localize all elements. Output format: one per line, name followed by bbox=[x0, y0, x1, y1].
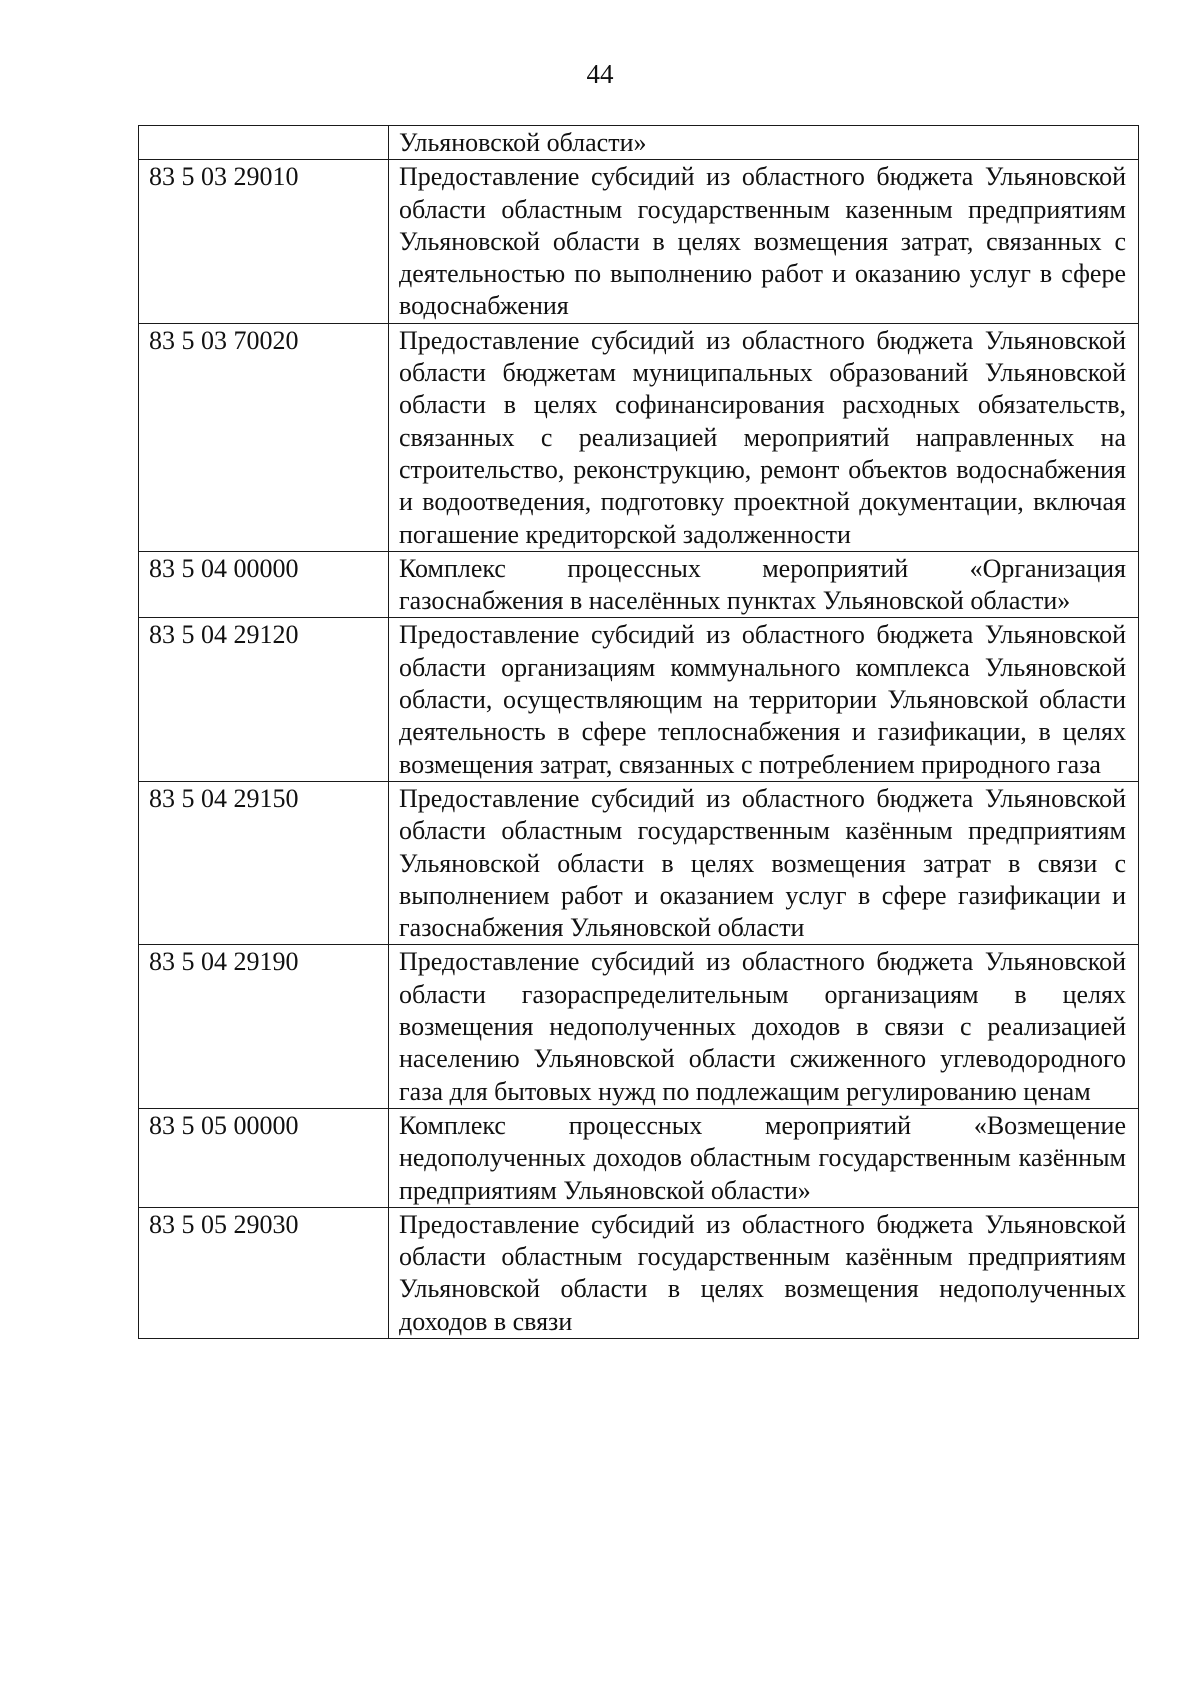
row-code: 83 5 05 00000 bbox=[139, 1108, 389, 1207]
table-row bbox=[139, 126, 1139, 160]
row-code: 83 5 03 29010 bbox=[139, 160, 389, 323]
row-description: Предоставление субсидий из областного бюджета Ульяновской области областным государственным казённым предприятиям Ульяновской области в целях возмещения недополученных доходов в связи bbox=[389, 1207, 1139, 1338]
row-code: 83 5 04 29190 bbox=[139, 945, 389, 1108]
row-code: 83 5 05 29030 bbox=[139, 1207, 389, 1338]
page-number: 44 bbox=[586, 59, 614, 89]
row-description: Предоставление субсидий из областного бюджета Ульяновской области организациям коммунального комплекса Ульяновской области, осуществляющим на территории Ульяновской области деятельность в сфере теплоснабжения и газификации, в целях возмещения затрат, связанных с потреблением природного газа bbox=[389, 618, 1139, 781]
row-description: Ульяновской области» bbox=[389, 126, 1139, 160]
table-row bbox=[139, 160, 1139, 323]
table-row bbox=[139, 1108, 1139, 1207]
row-description: Предоставление субсидий из областного бюджета Ульяновской области бюджетам муниципальных образований Ульяновской области в целях софинансирования расходных обязательств, связанных с реализацией мероприятий направленных на строительство, реконструкцию, ремонт объектов водоснабжения и водоотведения, подготовку проектной документации, включая погашение кредиторской задолженности bbox=[389, 323, 1139, 551]
table-row bbox=[139, 945, 1139, 1108]
row-description: Комплекс процессных мероприятий «Возмещение недополученных доходов областным государственным казённым предприятиям Ульяновской области» bbox=[389, 1108, 1139, 1207]
row-code: 83 5 03 70020 bbox=[139, 323, 389, 551]
row-description: Предоставление субсидий из областного бюджета Ульяновской области газораспределительным организациям в целях возмещения недополученных доходов в связи с реализацией населению Ульяновской области сжиженного углеводородного газа для бытовых нужд по подлежащим регулированию ценам bbox=[389, 945, 1139, 1108]
table-row bbox=[139, 323, 1139, 551]
row-description: Комплекс процессных мероприятий «Организация газоснабжения в населённых пунктах Ульяновской области» bbox=[389, 551, 1139, 618]
row-code: 83 5 04 00000 bbox=[139, 551, 389, 618]
budget-classification-table bbox=[138, 125, 1139, 1339]
row-code bbox=[139, 126, 389, 160]
row-description: Предоставление субсидий из областного бюджета Ульяновской области областным государственным казённым предприятиям Ульяновской области в целях возмещения затрат в связи с выполнением работ и оказанием услуг в сфере газификации и газоснабжения Ульяновской области bbox=[389, 781, 1139, 944]
row-code: 83 5 04 29150 bbox=[139, 781, 389, 944]
table-row bbox=[139, 1207, 1139, 1338]
row-description: Предоставление субсидий из областного бюджета Ульяновской области областным государственным казенным предприятиям Ульяновской области в целях возмещения затрат, связанных с деятельностью по выполнению работ и оказанию услуг в сфере водоснабжения bbox=[389, 160, 1139, 323]
table-row bbox=[139, 551, 1139, 618]
table-row bbox=[139, 618, 1139, 781]
row-code: 83 5 04 29120 bbox=[139, 618, 389, 781]
table-row bbox=[139, 781, 1139, 944]
